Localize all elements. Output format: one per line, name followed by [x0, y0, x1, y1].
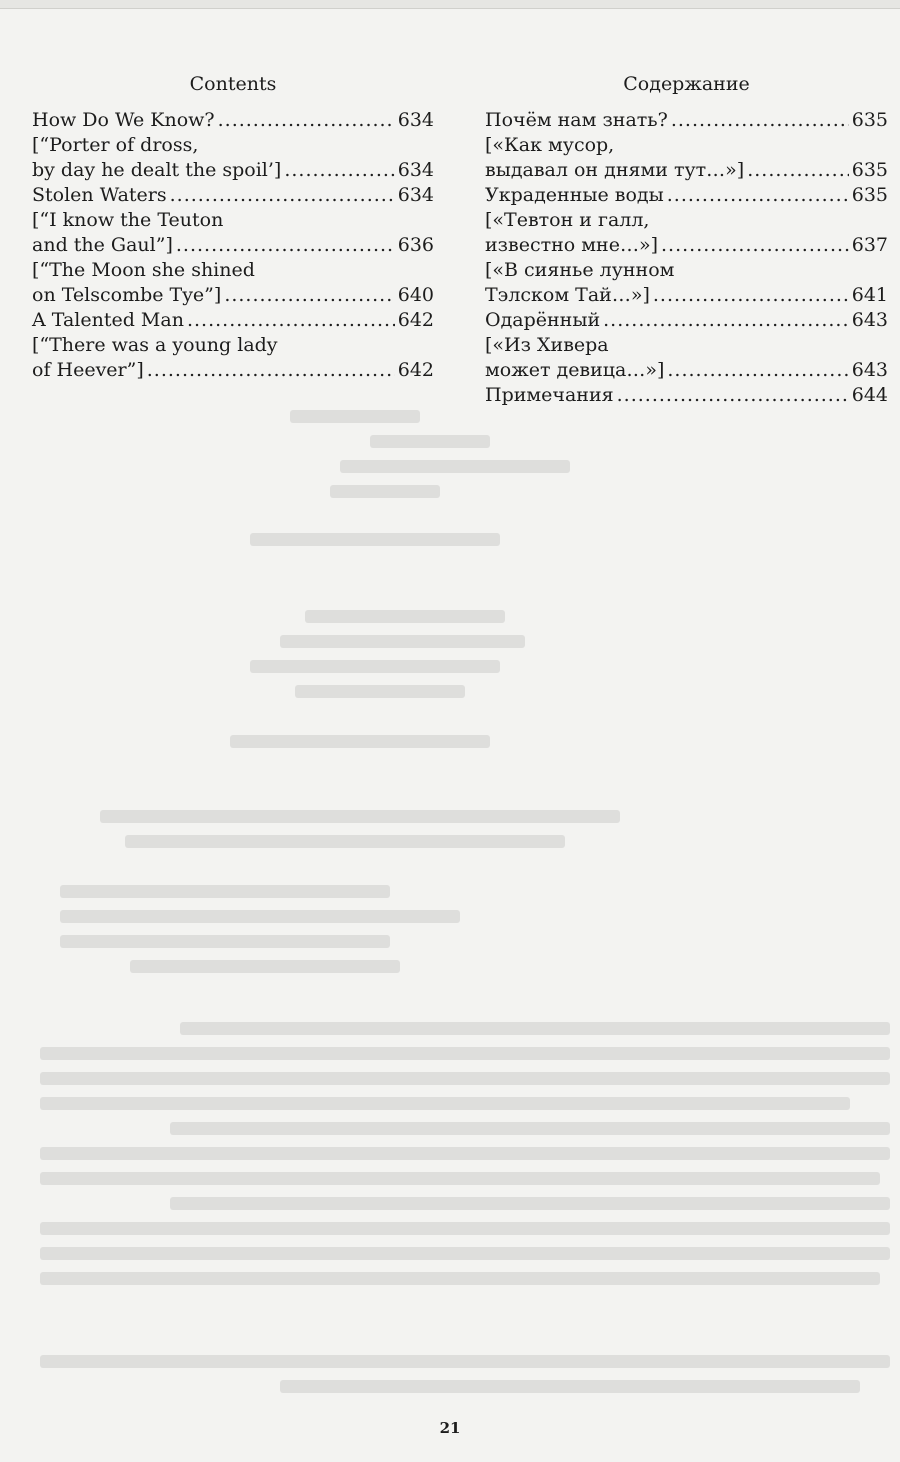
toc-title: Почём нам знать? [485, 109, 668, 131]
toc-page-number: 643 [851, 359, 888, 381]
toc-entry [32, 208, 434, 258]
toc-line [32, 158, 434, 183]
toc-line [32, 258, 434, 283]
toc-page-number: 643 [851, 309, 888, 331]
dot-leader [218, 108, 395, 133]
toc-entry [32, 183, 434, 208]
contents-column-english [32, 70, 434, 383]
toc-title: on Telscombe Tye”] [32, 284, 222, 306]
dot-leader [661, 233, 849, 258]
toc-entry [32, 258, 434, 308]
toc-line [32, 308, 434, 333]
bleed-through-text [0, 395, 900, 1445]
toc-line [485, 308, 888, 333]
toc-line [32, 333, 434, 358]
toc-line [485, 208, 888, 233]
toc-page-number: 637 [851, 234, 888, 256]
top-edge [0, 0, 900, 9]
contents-heading: Contents [189, 73, 277, 95]
dot-leader [671, 108, 849, 133]
contents-heading: Содержание [623, 73, 750, 95]
toc-page-number: 636 [397, 234, 434, 256]
toc-page-number: 642 [397, 309, 434, 331]
toc-title: [«Тевтон и галл, [485, 209, 650, 231]
toc-entry [32, 108, 434, 133]
toc-entry [485, 308, 888, 333]
dot-leader [653, 283, 849, 308]
toc-line [485, 258, 888, 283]
toc-title: [“Porter of dross, [32, 134, 199, 156]
toc-title: Примечания [485, 384, 614, 406]
toc-entry [485, 208, 888, 258]
dot-leader [187, 308, 395, 333]
toc-entry [485, 108, 888, 133]
dot-leader [284, 158, 394, 183]
page-number: 21 [439, 1419, 461, 1437]
toc-line [485, 333, 888, 358]
toc-title: and the Gaul”] [32, 234, 173, 256]
toc-title: Украденные воды [485, 184, 664, 206]
toc-page-number: 635 [851, 184, 888, 206]
toc-page-number: 634 [397, 109, 434, 131]
toc-title: [“The Moon she shined [32, 259, 255, 281]
toc-line [32, 358, 434, 383]
toc-page-number: 644 [851, 384, 888, 406]
toc-page-number: 641 [851, 284, 888, 306]
toc-line [485, 283, 888, 308]
toc-title: [«Из Хивера [485, 334, 609, 356]
dot-leader [176, 233, 395, 258]
toc-entry [32, 333, 434, 383]
toc-title: A Talented Man [32, 309, 184, 331]
toc-page-number: 642 [397, 359, 434, 381]
toc-title: [«В сиянье лунном [485, 259, 675, 281]
toc-title: известно мне…»] [485, 234, 658, 256]
toc-line [485, 108, 888, 133]
toc-entry [485, 383, 888, 408]
toc-line [485, 158, 888, 183]
toc-title: [«Как мусор, [485, 134, 615, 156]
toc-title: может девица…»] [485, 359, 665, 381]
toc-title: How Do We Know? [32, 109, 215, 131]
toc-line [32, 183, 434, 208]
toc-title: [“I know the Teuton [32, 209, 224, 231]
dot-leader [170, 183, 395, 208]
toc-title: of Heever”] [32, 359, 144, 381]
toc-title: Тэлском Тай…»] [485, 284, 650, 306]
toc-page-number: 634 [397, 159, 434, 181]
toc-line [485, 133, 888, 158]
toc-line [485, 183, 888, 208]
toc-page-number: 635 [851, 159, 888, 181]
dot-leader [667, 358, 848, 383]
toc-line [485, 383, 888, 408]
toc-page-number: 634 [397, 184, 434, 206]
toc-line [32, 283, 434, 308]
toc-title: [“There was a young lady [32, 334, 278, 356]
toc-line [485, 358, 888, 383]
toc-page-number: 635 [851, 109, 888, 131]
toc-entry [485, 258, 888, 308]
toc-entry [32, 308, 434, 333]
toc-entry [32, 133, 434, 183]
dot-leader [747, 158, 849, 183]
dot-leader [667, 183, 849, 208]
toc-entry [485, 133, 888, 183]
toc-title: выдавал он днями тут…»] [485, 159, 745, 181]
toc-title: Одарённый [485, 309, 601, 331]
toc-line [32, 108, 434, 133]
toc-entry [485, 333, 888, 383]
toc-line [32, 208, 434, 233]
toc-line [485, 233, 888, 258]
toc-line [32, 233, 434, 258]
toc-title: by day he dealt the spoil’] [32, 159, 282, 181]
dot-leader [147, 358, 395, 383]
dot-leader [617, 383, 849, 408]
dot-leader [603, 308, 849, 333]
dot-leader [224, 283, 394, 308]
contents-column-russian [485, 70, 888, 408]
toc-title: Stolen Waters [32, 184, 167, 206]
toc-page-number: 640 [397, 284, 434, 306]
toc-entry [485, 183, 888, 208]
toc-line [32, 133, 434, 158]
